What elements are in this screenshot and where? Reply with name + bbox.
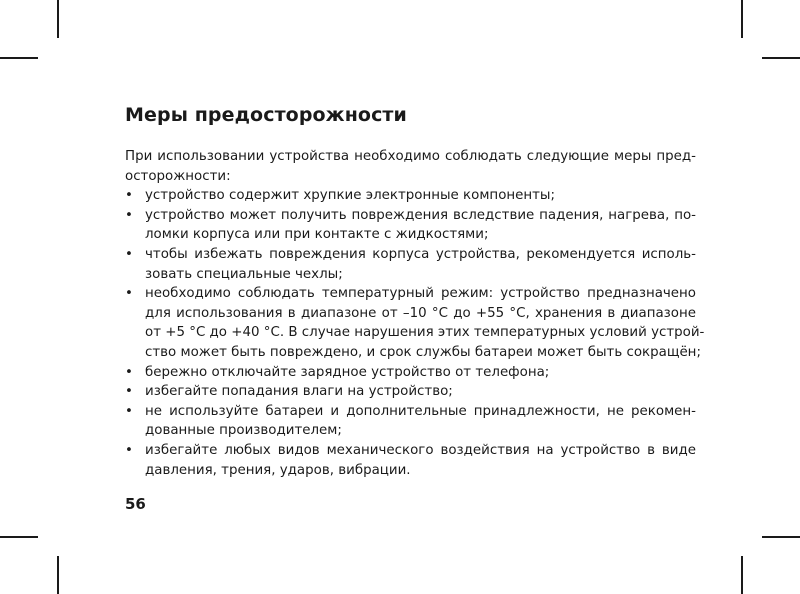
list-item-line: ломки корпуса или при контакте с жидкостями; [145, 227, 489, 243]
list-item-line: не используйте батареи и дополнительные принадлежности, не рекомен- [145, 403, 696, 419]
list-item [125, 284, 705, 362]
crop-mark-bottom-left [57, 556, 59, 594]
bullet-marker: • [125, 207, 133, 223]
list-item-line: чтобы избежать повреждения корпуса устройства, рекомендуется исполь- [145, 246, 696, 262]
list-item [125, 186, 696, 206]
bullet-marker: • [125, 403, 133, 419]
list-item-line: избегайте любых видов механического воздействия на устройство в виде [145, 442, 696, 458]
list-item-line: избегайте попадания влаги на устройство; [145, 384, 453, 400]
list-item-line: дованные производителем; [145, 423, 342, 439]
list-item [125, 441, 696, 480]
list-item [125, 382, 696, 402]
bullet-marker: • [125, 188, 133, 204]
list-item-line: бережно отключайте зарядное устройство от телефона; [145, 364, 550, 380]
list-item [125, 206, 696, 245]
intro-paragraph [125, 147, 696, 186]
page-title: Меры предосторожности [125, 104, 407, 126]
crop-mark-top-right-horizontal [762, 57, 800, 59]
crop-mark-top-right [741, 0, 743, 38]
list-item-line: устройство может получить повреждения вследствие падения, нагрева, по- [145, 207, 696, 223]
bullet-marker: • [125, 246, 133, 262]
list-item-line: ство может быть повреждено, и срок службы батареи может быть сокращён; [145, 344, 701, 360]
list-item [125, 363, 696, 383]
intro-line: осторожности: [125, 168, 231, 184]
intro-line: При использовании устройства необходимо соблюдать следующие меры пред- [125, 149, 696, 164]
bullet-marker: • [125, 286, 133, 302]
precautions-list [125, 186, 705, 480]
crop-mark-top-left-horizontal [0, 57, 38, 59]
bullet-marker: • [125, 384, 133, 400]
bullet-marker: • [125, 442, 133, 458]
crop-mark-bottom-left-horizontal [0, 536, 38, 538]
list-item-line: необходимо соблюдать температурный режим: устройство предназначено [145, 286, 696, 302]
list-item-line: устройство содержит хрупкие электронные компоненты; [145, 188, 556, 204]
crop-mark-bottom-right-horizontal [762, 536, 800, 538]
list-item-line: от +5 °С до +40 °С. В случае нарушения этих температурных условий устрой- [145, 325, 705, 341]
precautions-content [125, 147, 705, 480]
page-number: 56 [125, 495, 146, 513]
list-item-line: давления, трения, ударов, вибрации. [145, 462, 411, 478]
bullet-marker: • [125, 364, 133, 380]
list-item-line: для использования в диапазоне от –10 °С до +55 °С, хранения в диапазоне [145, 305, 696, 321]
crop-mark-top-left [57, 0, 59, 38]
list-item-line: зовать специальные чехлы; [145, 266, 343, 282]
list-item [125, 402, 696, 441]
crop-mark-bottom-right [741, 556, 743, 594]
list-item [125, 245, 696, 284]
